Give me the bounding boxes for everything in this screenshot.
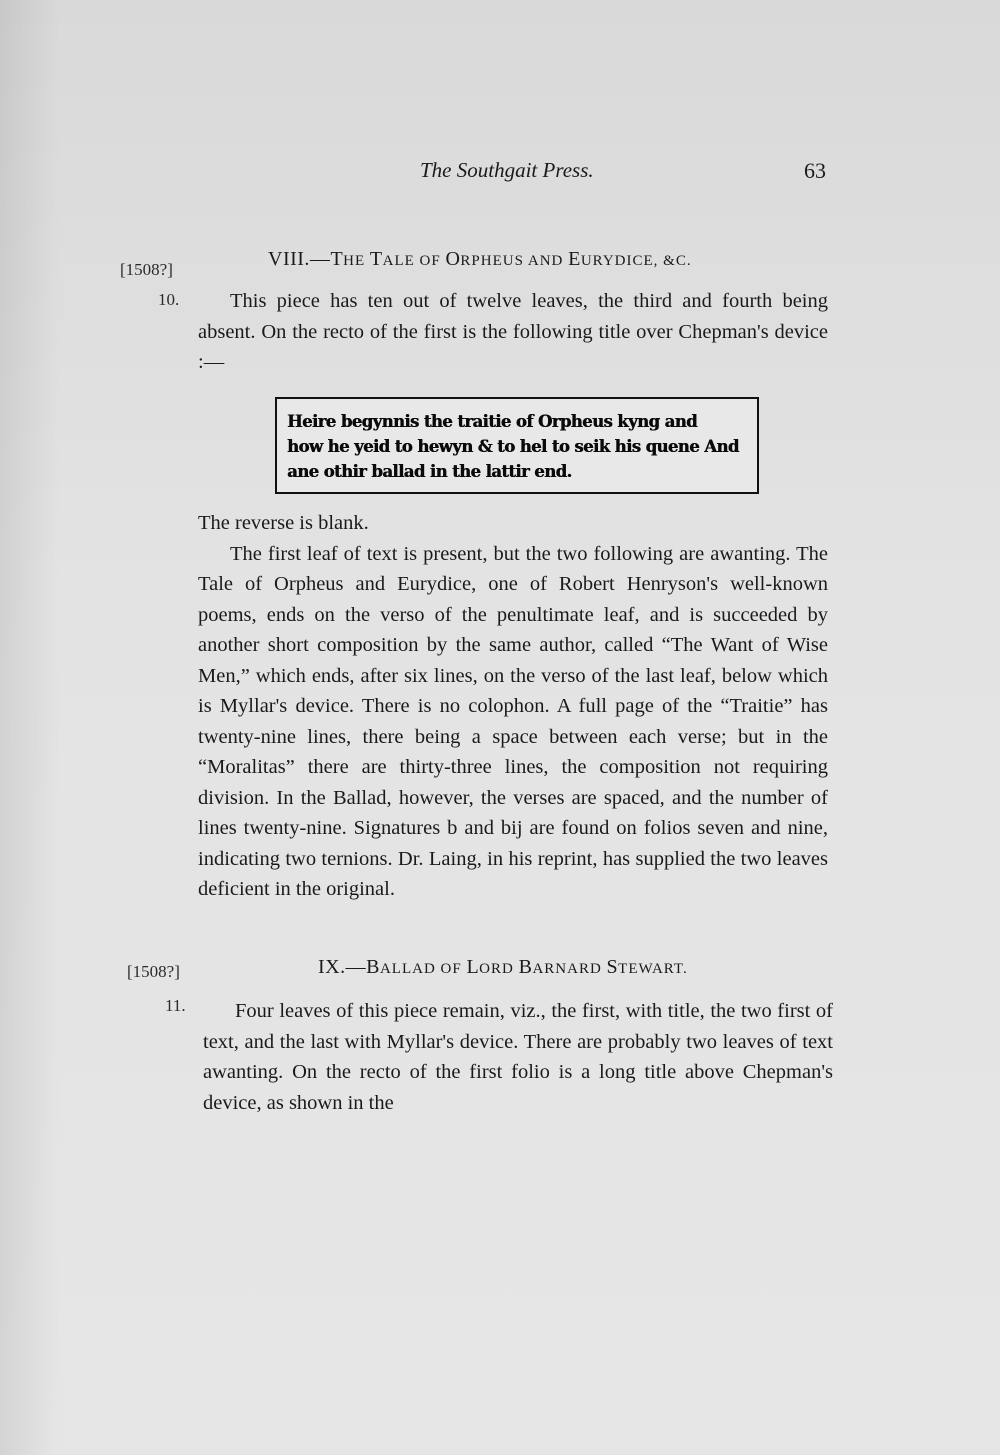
heading-smallcaps: RPHEUS AND <box>460 253 569 269</box>
facsimile-line: ane othir ballad in the lattir end. <box>287 462 572 481</box>
section-viii-date-note: [1508?] <box>120 260 173 279</box>
facsimile-line: how he yeid to hewyn & to hel to seik his quene And <box>287 437 739 456</box>
blackletter-title-facsimile <box>275 397 759 494</box>
page-number: 63 <box>804 158 826 183</box>
facsimile-line: Heire begynnis the traitie of Orpheus kyng and <box>287 412 697 431</box>
section-ix-body <box>203 996 833 1118</box>
section-viii-body <box>198 508 828 905</box>
heading-initial: E <box>568 248 581 270</box>
heading-smallcaps: ALLAD OF <box>379 961 467 977</box>
heading-smallcaps: ALE OF <box>382 253 446 269</box>
intro-paragraph: This piece has ten out of twelve leaves, the third and fourth being absent. On the recto of the first is the following title over Chepman's device :— <box>198 290 828 373</box>
section-ix-heading-prefix: IX.— <box>318 956 367 978</box>
heading-smallcaps: TEWART. <box>618 961 688 977</box>
heading-smallcaps: URYDICE, &C. <box>580 253 692 269</box>
heading-smallcaps: HE <box>343 253 370 269</box>
section-viii-intro <box>198 286 828 378</box>
heading-initial: T <box>330 248 344 270</box>
heading-initial: B <box>366 956 380 978</box>
section-viii-heading <box>268 248 692 271</box>
heading-initial: B <box>518 956 533 978</box>
body-paragraph: The first leaf of text is present, but the two following are awanting. The Tale of Orpheus and Eurydice, one of Robert Henryson's well-known poems, ends on the verso of the penultimate leaf, and is succeeded by another short composition by the same author, called “The Want of Wise Men,” which ends, after six lines, on the verso of the last leaf, below which is Myllar's device. There is no colophon. A full page of the “Traitie” has twenty-nine lines, there being a space between each verse; but in the “Moralitas” there are thirty-three lines, the composition not requiring division. In the Ballad, however, the verses are spaced, and the number of lines twenty-nine. Signatures b and bij are found on folios seven and nine, indicating two ternions. Dr. Laing, in his reprint, has supplied the two leaves deficient in the original. <box>198 542 828 900</box>
reverse-note: The reverse is blank. <box>198 512 369 534</box>
heading-initial: S <box>606 956 619 978</box>
heading-initial: O <box>445 248 461 270</box>
page-header <box>200 158 830 188</box>
heading-smallcaps: ARNARD <box>532 961 607 977</box>
section-viii-heading-prefix: VIII.— <box>268 248 331 270</box>
section-viii-number-note: 10. <box>158 290 180 309</box>
running-title: The Southgait Press. <box>420 158 594 182</box>
heading-smallcaps: ORD <box>479 961 519 977</box>
heading-initial: L <box>466 956 480 978</box>
section-ix-heading <box>318 956 688 979</box>
heading-initial: T <box>369 248 383 270</box>
section-ix-number-note: 11. <box>165 996 186 1015</box>
body-paragraph: Four leaves of this piece remain, viz., the first, with title, the two first of text, and the last with Myllar's device. There are probably two leaves of text awanting. On the recto of the first folio is a long title above Chepman's device, as shown in the <box>203 1000 833 1114</box>
section-ix-date-note: [1508?] <box>127 962 180 981</box>
